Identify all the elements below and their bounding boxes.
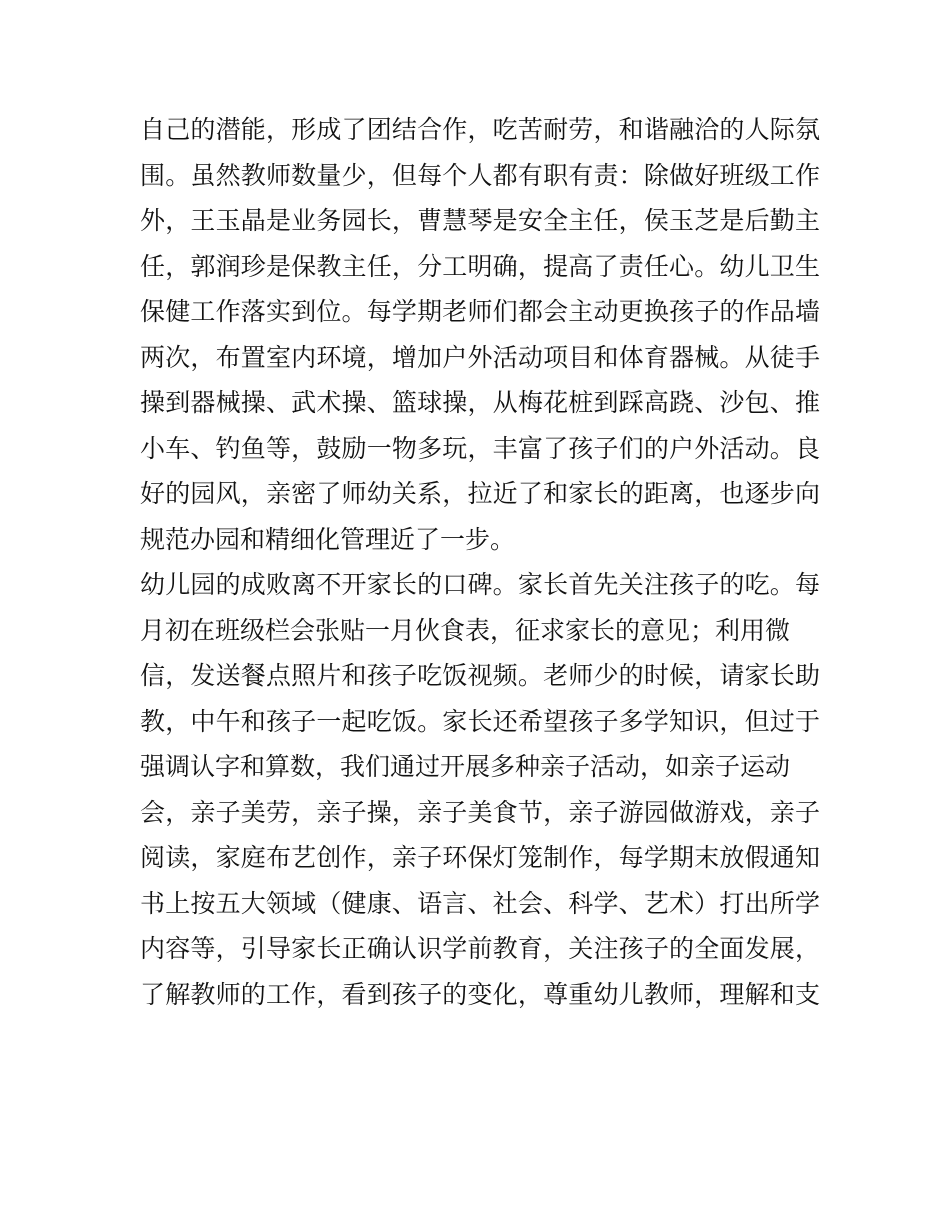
text-line: 信，发送餐点照片和孩子吃饭视频。老师少的时候，请家长助	[140, 661, 820, 690]
text-line: 围。虽然教师数量少，但每个人都有职有责：除做好班级工作	[140, 160, 820, 190]
text-line: 内容等，引导家长正确认识学前教育，关注孩子的全面发展，	[140, 934, 820, 963]
text-line: 规范办园和精细化管理近了一步。	[140, 524, 516, 554]
text-line: 两次，布置室内环境，增加户外活动项目和体育器械。从徒手	[140, 342, 820, 372]
text-line: 强调认字和算数，我们通过开展多种亲子活动，如亲子运动	[140, 752, 791, 781]
text-line: 月初在班级栏会张贴一月伙食表，征求家长的意见；利用微	[140, 615, 791, 645]
text-line: 操到器械操、武术操、篮球操，从梅花桩到踩高跷、沙包、推	[140, 388, 820, 417]
text-line: 会，亲子美劳，亲子操，亲子美食节，亲子游园做游戏，亲子	[140, 797, 820, 827]
text-line: 阅读，家庭布艺创作，亲子环保灯笼制作，每学期末放假通知	[140, 843, 820, 872]
text-line: 自己的潜能，形成了团结合作，吃苦耐劳，和谐融洽的人际氛	[140, 115, 820, 144]
text-line: 幼儿园的成败离不开家长的口碑。家长首先关注孩子的吃。每	[140, 570, 820, 599]
text-line: 保健工作落实到位。每学期老师们都会主动更换孩子的作品墙	[140, 297, 820, 326]
text-line: 好的园风，亲密了师幼关系，拉近了和家长的距离，也逐步向	[140, 479, 820, 508]
text-line: 了解教师的工作，看到孩子的变化，尊重幼儿教师，理解和支	[140, 979, 820, 1009]
text-line: 任，郭润珍是保教主任，分工明确，提高了责任心。幼儿卫生	[140, 251, 820, 281]
body-text	[140, 107, 820, 1017]
text-line: 书上按五大领域（健康、语言、社会、科学、艺术）打出所学	[140, 888, 820, 918]
text-line: 小车、钓鱼等，鼓励一物多玩，丰富了孩子们的户外活动。良	[140, 433, 820, 463]
text-line: 教，中午和孩子一起吃饭。家长还希望孩子多学知识，但过于	[140, 706, 820, 736]
text-line: 外，王玉晶是业务园长，曹慧琴是安全主任，侯玉芝是后勤主	[140, 206, 820, 235]
